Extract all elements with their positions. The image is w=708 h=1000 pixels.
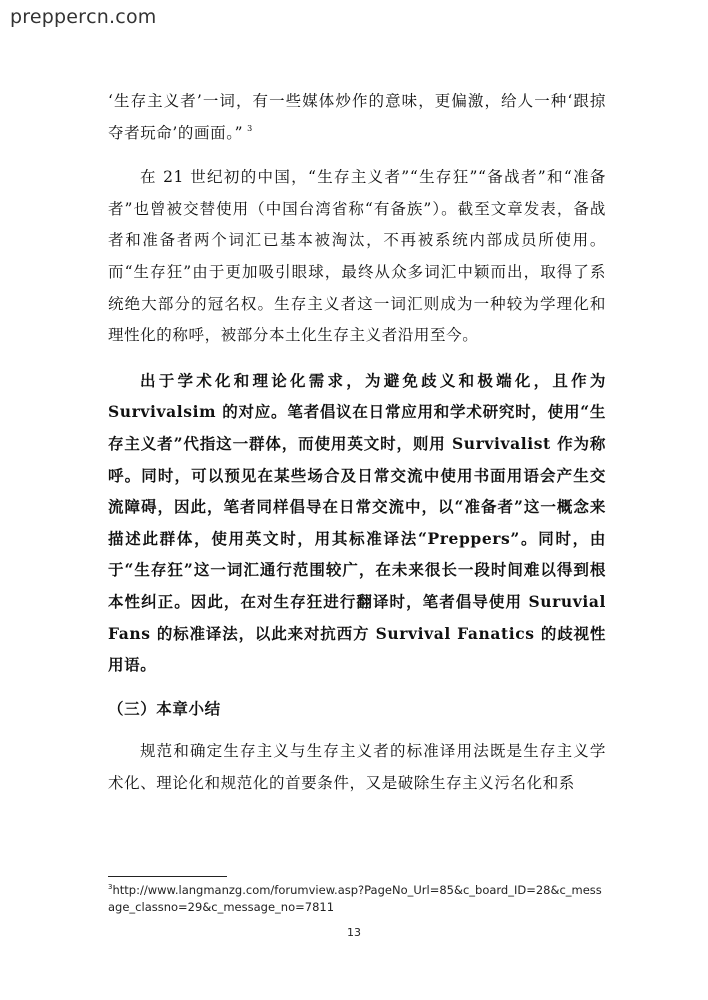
footnote-link[interactable]: http://www.langmanzg.com/forumview.asp?PageNo_Url=85&c_board_ID=28&c_message_classno=29&c_message_no=7811 [108, 883, 602, 914]
paragraph-quote-end [108, 86, 606, 149]
paragraph-text: ‘生存主义者’一词，有一些媒体炒作的意味，更偏激，给人一种‘跟掠夺者玩命’的画面。” [108, 92, 606, 142]
footnote-reference[interactable]: 3 [247, 124, 253, 134]
footnote-divider [108, 876, 227, 877]
paragraph-chapter-summary: 规范和确定生存主义与生存主义者的标准译用法既是生存主义学术化、理论化和规范化的首要条件，又是破除生存主义污名化和系 [108, 742, 606, 792]
paragraph-terminology-history: 在 21 世纪初的中国，“生存主义者”“生存狂”“备战者”和“准备者”也曾被交替使用（中国台湾省称“有备族”）。截至文章发表，备战者和准备者两个词汇已基本被淘汰，不再被系统内部成员所使用。而“生存狂”由于更加吸引眼球，最终从众多词汇中颖而出，取得了系统绝大部分的冠名权。生存主义者这一词汇则成为一种较为学理化和理性化的称呼，被部分本土化生存主义者沿用至今。 [108, 168, 606, 345]
page-number: 13 [347, 926, 361, 939]
paragraph-author-proposal: 出于学术化和理论化需求，为避免歧义和极端化，且作为 Survivalsim 的对应。笔者倡议在日常应用和学术研究时，使用“生存主义者”代指这一群体，而使用英文时，则用 Survivalist 作为称呼。同时，可以预见在某些场合及日常交流中使用书面用语会产生交流障碍，因此，笔者同样倡导在日常交流中，以“准备者”这一概念来描述此群体，使用英文时，用其标准译法“Preppers”。同时，由于“生存狂”这一词汇通行范围较广，在未来很长一段时间难以得到根本性纠正。因此，在对生存狂进行翻译时，笔者倡导使用 Suruvial Fans 的标准译法，以此来对抗西方 Survival Fanatics 的歧视性用语。 [108, 370, 606, 675]
document-body [108, 86, 606, 799]
watermark: prepperсn.com [10, 6, 157, 28]
section-heading: （三）本章小结 [108, 698, 221, 718]
footnote [108, 882, 608, 916]
footnote-marker: 3 [108, 883, 113, 892]
